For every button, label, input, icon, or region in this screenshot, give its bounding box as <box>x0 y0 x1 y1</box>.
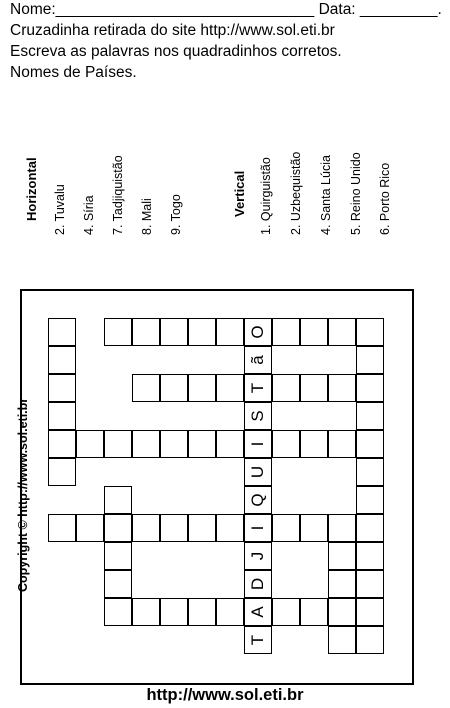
crossword-cell[interactable] <box>188 514 216 542</box>
instructions-line: Escreva as palavras nos quadradinhos corretos. <box>10 43 342 60</box>
crossword-letter: ã <box>248 355 267 365</box>
crossword-cell[interactable] <box>356 598 384 626</box>
vertical-clue: 5. Reino Unido <box>349 152 363 235</box>
crossword-cell[interactable] <box>104 570 132 598</box>
crossword-cell[interactable] <box>356 570 384 598</box>
crossword-cell[interactable] <box>160 318 188 346</box>
crossword-cell[interactable] <box>356 542 384 570</box>
vertical-clue: 1. Quirguistão <box>259 157 273 235</box>
crossword-letter: O <box>248 325 267 339</box>
crossword-cell[interactable] <box>328 430 356 458</box>
vertical-title: Vertical <box>232 170 247 217</box>
crossword-cell[interactable] <box>188 374 216 402</box>
horizontal-clue: 2. Tuvalu <box>53 184 67 235</box>
crossword-letter: I <box>248 441 267 447</box>
crossword-letter: I <box>248 525 267 531</box>
crossword-cell[interactable] <box>104 486 132 514</box>
crossword-cell[interactable] <box>132 430 160 458</box>
crossword-cell[interactable] <box>160 430 188 458</box>
crossword-cell[interactable] <box>328 570 356 598</box>
copyright-side-text: Copyright © http://www.sol.eti.br <box>16 397 30 592</box>
crossword-cell[interactable] <box>328 374 356 402</box>
crossword-cell[interactable] <box>104 542 132 570</box>
horizontal-clue: 7. Tadjiquistão <box>111 155 125 235</box>
crossword-cell[interactable] <box>132 598 160 626</box>
crossword-letter: A <box>248 606 267 618</box>
crossword-cell[interactable] <box>132 514 160 542</box>
horizontal-clue: 8. Mali <box>140 198 154 235</box>
crossword-cell[interactable] <box>48 458 76 486</box>
crossword-letter: T <box>248 382 267 394</box>
crossword-letter: S <box>248 410 267 422</box>
crossword-cell[interactable] <box>272 430 300 458</box>
crossword-cell[interactable] <box>272 514 300 542</box>
horizontal-clue: 4. Síria <box>82 195 96 235</box>
crossword-letter: Q <box>248 493 267 507</box>
vertical-clue: 2. Uzbequistão <box>289 151 303 235</box>
crossword-cell[interactable] <box>356 430 384 458</box>
crossword-cell[interactable] <box>48 402 76 430</box>
crossword-cell[interactable] <box>188 430 216 458</box>
crossword-cell[interactable] <box>48 346 76 374</box>
horizontal-title: Horizontal <box>24 157 39 221</box>
crossword-cell[interactable] <box>356 402 384 430</box>
crossword-letter: J <box>248 551 267 561</box>
crossword-cell[interactable] <box>300 598 328 626</box>
crossword-cell[interactable] <box>300 318 328 346</box>
horizontal-clue: 9. Togo <box>169 194 183 235</box>
crossword-cell[interactable] <box>132 374 160 402</box>
crossword-cell[interactable] <box>132 318 160 346</box>
crossword-cell[interactable] <box>356 514 384 542</box>
crossword-cell[interactable] <box>272 318 300 346</box>
crossword-cell[interactable] <box>216 598 244 626</box>
crossword-cell[interactable] <box>48 430 76 458</box>
crossword-cell[interactable] <box>216 374 244 402</box>
crossword-cell[interactable] <box>356 626 384 654</box>
crossword-cell[interactable] <box>104 514 132 542</box>
crossword-cell[interactable] <box>356 458 384 486</box>
crossword-letter: D <box>248 577 267 591</box>
crossword-cell[interactable] <box>272 374 300 402</box>
crossword-cell[interactable] <box>48 374 76 402</box>
crossword-cell[interactable] <box>328 318 356 346</box>
crossword-cell[interactable] <box>48 318 76 346</box>
crossword-cell[interactable] <box>356 346 384 374</box>
crossword-cell[interactable] <box>104 598 132 626</box>
crossword-cell[interactable] <box>216 430 244 458</box>
crossword-cell[interactable] <box>104 430 132 458</box>
crossword-cell[interactable] <box>104 318 132 346</box>
crossword-cell[interactable] <box>300 430 328 458</box>
crossword-cell[interactable] <box>356 318 384 346</box>
vertical-clue: 4. Santa Lúcia <box>319 155 333 235</box>
crossword-cell[interactable] <box>160 374 188 402</box>
crossword-cell[interactable] <box>216 514 244 542</box>
crossword-cell[interactable] <box>216 318 244 346</box>
crossword-cell[interactable] <box>160 514 188 542</box>
vertical-clue: 6. Porto Rico <box>378 162 392 235</box>
theme-line: Nomes de Países. <box>10 64 137 81</box>
crossword-cell[interactable] <box>328 514 356 542</box>
crossword-cell[interactable] <box>76 514 104 542</box>
source-line: Cruzadinha retirada do site http://www.sol.eti.br <box>10 22 335 39</box>
crossword-cell[interactable] <box>356 374 384 402</box>
crossword-cell[interactable] <box>48 514 76 542</box>
crossword-cell[interactable] <box>76 430 104 458</box>
crossword-letter: U <box>248 465 267 479</box>
footer-url: http://www.sol.eti.br <box>146 686 304 704</box>
crossword-cell[interactable] <box>188 318 216 346</box>
crossword-cell[interactable] <box>356 486 384 514</box>
crossword-cell[interactable] <box>328 626 356 654</box>
crossword-letter: T <box>248 634 267 646</box>
crossword-cell[interactable] <box>328 598 356 626</box>
crossword-cell[interactable] <box>272 598 300 626</box>
crossword-cell[interactable] <box>328 542 356 570</box>
crossword-cell[interactable] <box>160 598 188 626</box>
crossword-cell[interactable] <box>300 374 328 402</box>
name-date-line: Nome:______________________________ Data: _________. <box>10 1 442 18</box>
crossword-cell[interactable] <box>188 598 216 626</box>
crossword-cell[interactable] <box>300 514 328 542</box>
